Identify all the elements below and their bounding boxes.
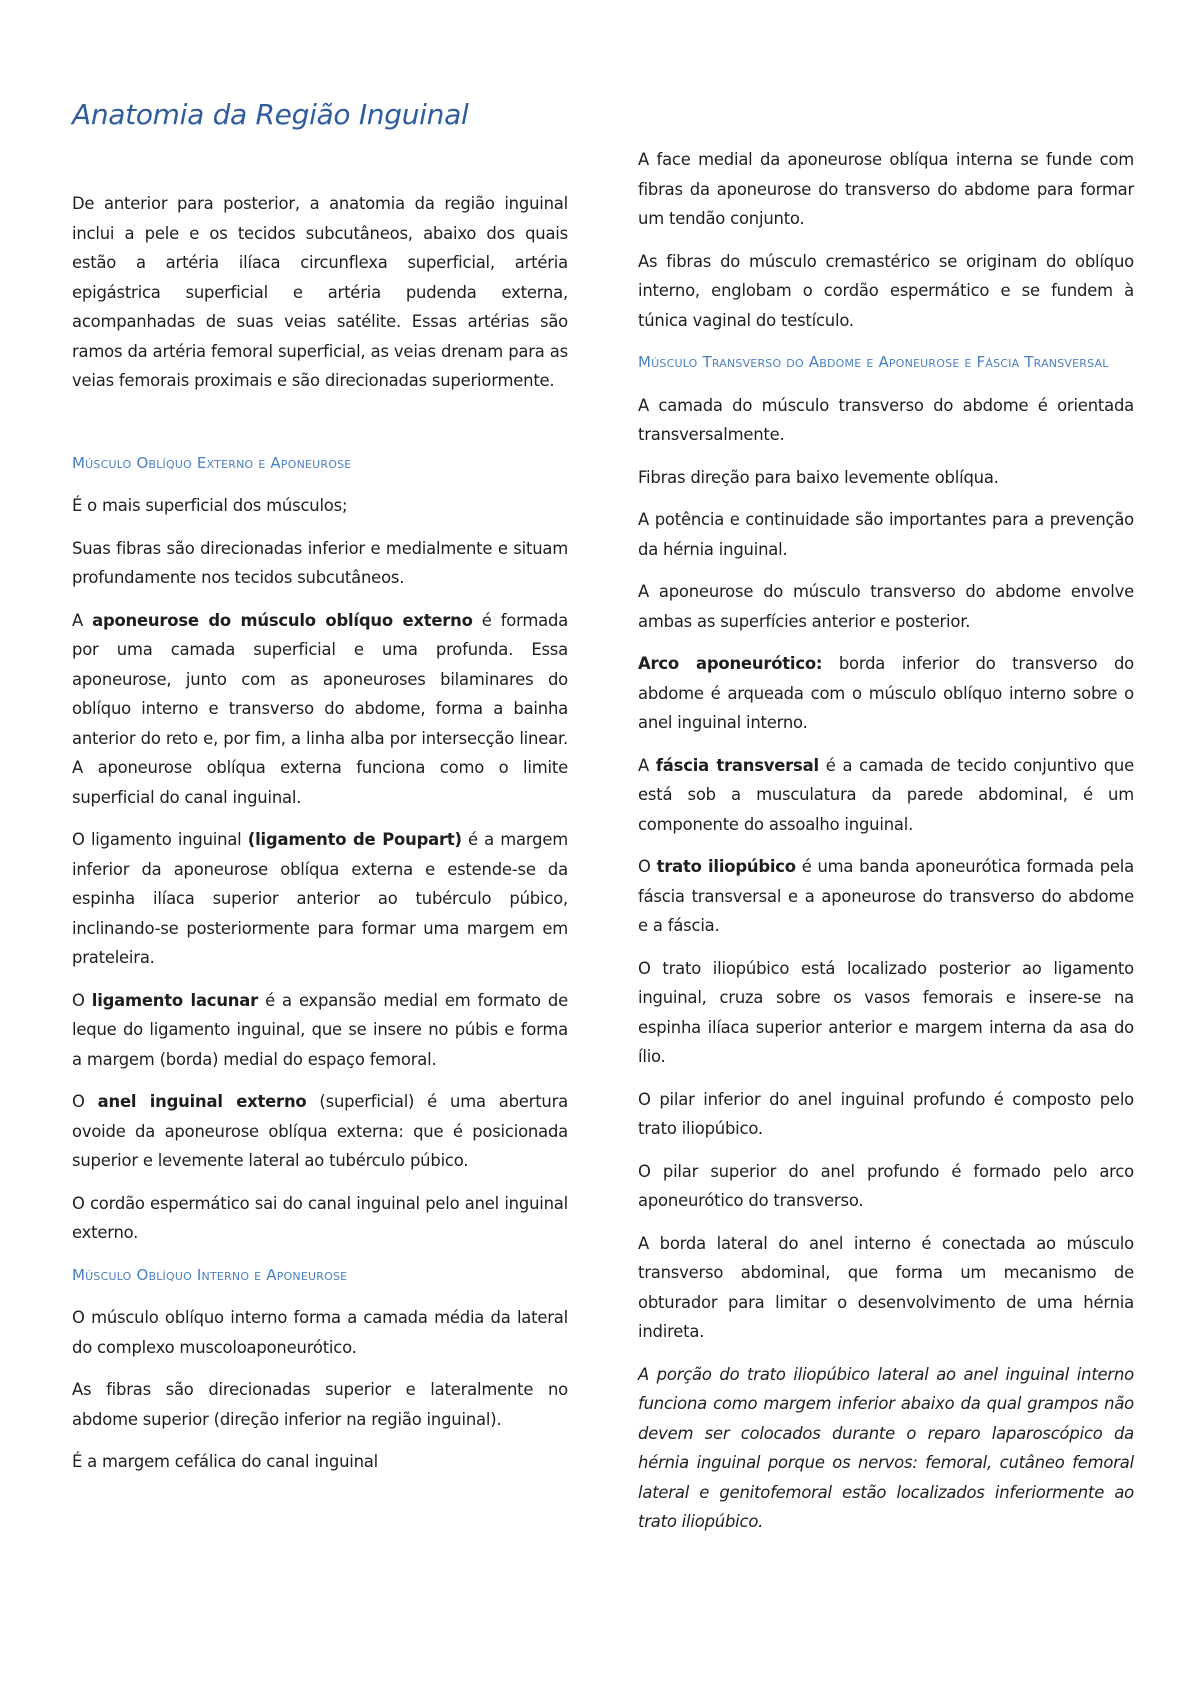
paragraph: A aponeurose do músculo transverso do abdome envolve ambas as superfícies anterior e posterior.: [638, 582, 1134, 631]
left-flow: [72, 189, 568, 1490]
bold-term: trato iliopúbico: [656, 857, 796, 876]
italic-paragraph: A porção do trato iliopúbico lateral ao anel inguinal interno funciona como margem inferior abaixo da qual grampos não devem ser colocados durante o reparo laparoscópico da hérnia inguinal porque os nervos: femoral, cutâneo femoral lateral e genitofemoral estão localizados inferiormente ao trato iliopúbico.: [638, 1364, 1134, 1531]
paragraph: O músculo oblíquo interno forma a camada média da lateral do complexo muscoloaponeurótico.: [72, 1308, 568, 1357]
paragraph: O trato iliopúbico é uma banda aponeurótica formada pela fáscia transversal e a aponeurose do transverso do abdome e a fáscia.: [638, 857, 1134, 935]
section-heading-interno: Músculo Oblíquo Interno e Aponeurose: [72, 1265, 348, 1284]
paragraph: A camada do músculo transverso do abdome é orientada transversalmente.: [638, 395, 1134, 444]
intro-paragraph: De anterior para posterior, a anatomia da região inguinal inclui a pele e os tecidos subcutâneos, abaixo dos quais estão a artéria ilíaca circunflexa superficial, artéria epigástrica superficial e artéria pudenda externa, acompanhadas de suas veias satélite. Essas artérias são ramos da artéria femoral superficial, as veias drenam para as veias femorais proximais e são direcionadas superiormente.: [72, 194, 568, 390]
bold-term: anel inguinal externo: [97, 1092, 307, 1111]
paragraph: O ligamento lacunar é a expansão medial em formato de leque do ligamento inguinal, que se insere no púbis e forma a margem (borda) medial do espaço femoral.: [72, 990, 569, 1069]
page-title: Anatomia da Região Inguinal: [72, 98, 469, 131]
bold-term: fáscia transversal: [655, 755, 819, 775]
paragraph: É o mais superficial dos músculos;: [72, 496, 348, 515]
paragraph: O ligamento inguinal (ligamento de Poupart) é a margem inferior da aponeurose oblíqua externa e estende-se da espinha ilíaca superior anterior ao tubérculo púbico, inclinando-se posteriormente para formar uma margem em prateleira.: [72, 830, 568, 967]
paragraph: As fibras do músculo cremastérico se originam do oblíquo interno, englobam o cordão espermático e se fundem à túnica vaginal do testículo.: [638, 251, 1134, 330]
bold-term: Arco aponeurótico:: [638, 654, 823, 673]
paragraph: Fibras direção para baixo levemente oblíqua.: [638, 467, 999, 487]
paragraph: O pilar superior do anel profundo é formado pelo arco aponeurótico do transverso.: [638, 1161, 1134, 1210]
bold-term: (ligamento de Poupart): [247, 830, 462, 849]
section-heading-transverso: Músculo Transverso do Abdome e Aponeurose e Fáscia Transversal: [638, 353, 1109, 371]
paragraph: O trato iliopúbico está localizado posterior ao ligamento inguinal, cruza sobre os vasos femorais e insere-se na espinha ilíaca superior anterior e margem interna da asa do ílio.: [638, 958, 1134, 1066]
paragraph: Suas fibras são direcionadas inferior e medialmente e situam profundamente nos tecidos subcutâneos.: [72, 538, 568, 587]
paragraph: O anel inguinal externo (superficial) é uma abertura ovoide da aponeurose oblíqua externa: que é posicionada superior e levemente lateral ao tubérculo púbico.: [72, 1092, 569, 1170]
paragraph: Arco aponeurótico: borda inferior do transverso do abdome é arqueada com o músculo oblíquo interno sobre o anel inguinal interno.: [638, 654, 1134, 732]
right-flow: [638, 145, 1134, 1550]
paragraph: A fáscia transversal é a camada de tecido conjuntivo que está sob a musculatura da parede abdominal, é um componente do assoalho inguinal.: [638, 755, 1135, 834]
section-heading-externo: Músculo Oblíquo Externo e Aponeurose: [72, 453, 352, 472]
paragraph: É a margem cefálica do canal inguinal: [72, 1452, 378, 1471]
bold-term: aponeurose do músculo oblíquo externo: [92, 610, 473, 630]
paragraph: O pilar inferior do anel inguinal profundo é composto pelo trato iliopúbico.: [638, 1089, 1134, 1138]
paragraph: A borda lateral do anel interno é conectada ao músculo transverso abdominal, que forma um mecanismo de obturador para limitar o desenvolvimento de uma hérnia indireta.: [638, 1233, 1134, 1341]
bold-term: ligamento lacunar: [91, 990, 259, 1010]
paragraph: O cordão espermático sai do canal inguinal pelo anel inguinal externo.: [72, 1193, 568, 1242]
paragraph: A potência e continuidade são importantes para a prevenção da hérnia inguinal.: [638, 510, 1134, 559]
spacer: [72, 409, 568, 449]
paragraph: A face medial da aponeurose oblíqua interna se funde com fibras da aponeurose do transverso do abdome para formar um tendão conjunto.: [638, 150, 1134, 228]
paragraph: A aponeurose do músculo oblíquo externo é formada por uma camada superficial e uma profunda. Essa aponeurose, junto com as aponeuroses bilaminares do oblíquo interno e transverso do abdome, forma a bainha anterior do reto e, por fim, a linha alba por intersecção linear. A aponeurose oblíqua externa funciona como o limite superficial do canal inguinal.: [72, 610, 568, 807]
paragraph: As fibras são direcionadas superior e lateralmente no abdome superior (direção inferior na região inguinal).: [72, 1380, 568, 1429]
